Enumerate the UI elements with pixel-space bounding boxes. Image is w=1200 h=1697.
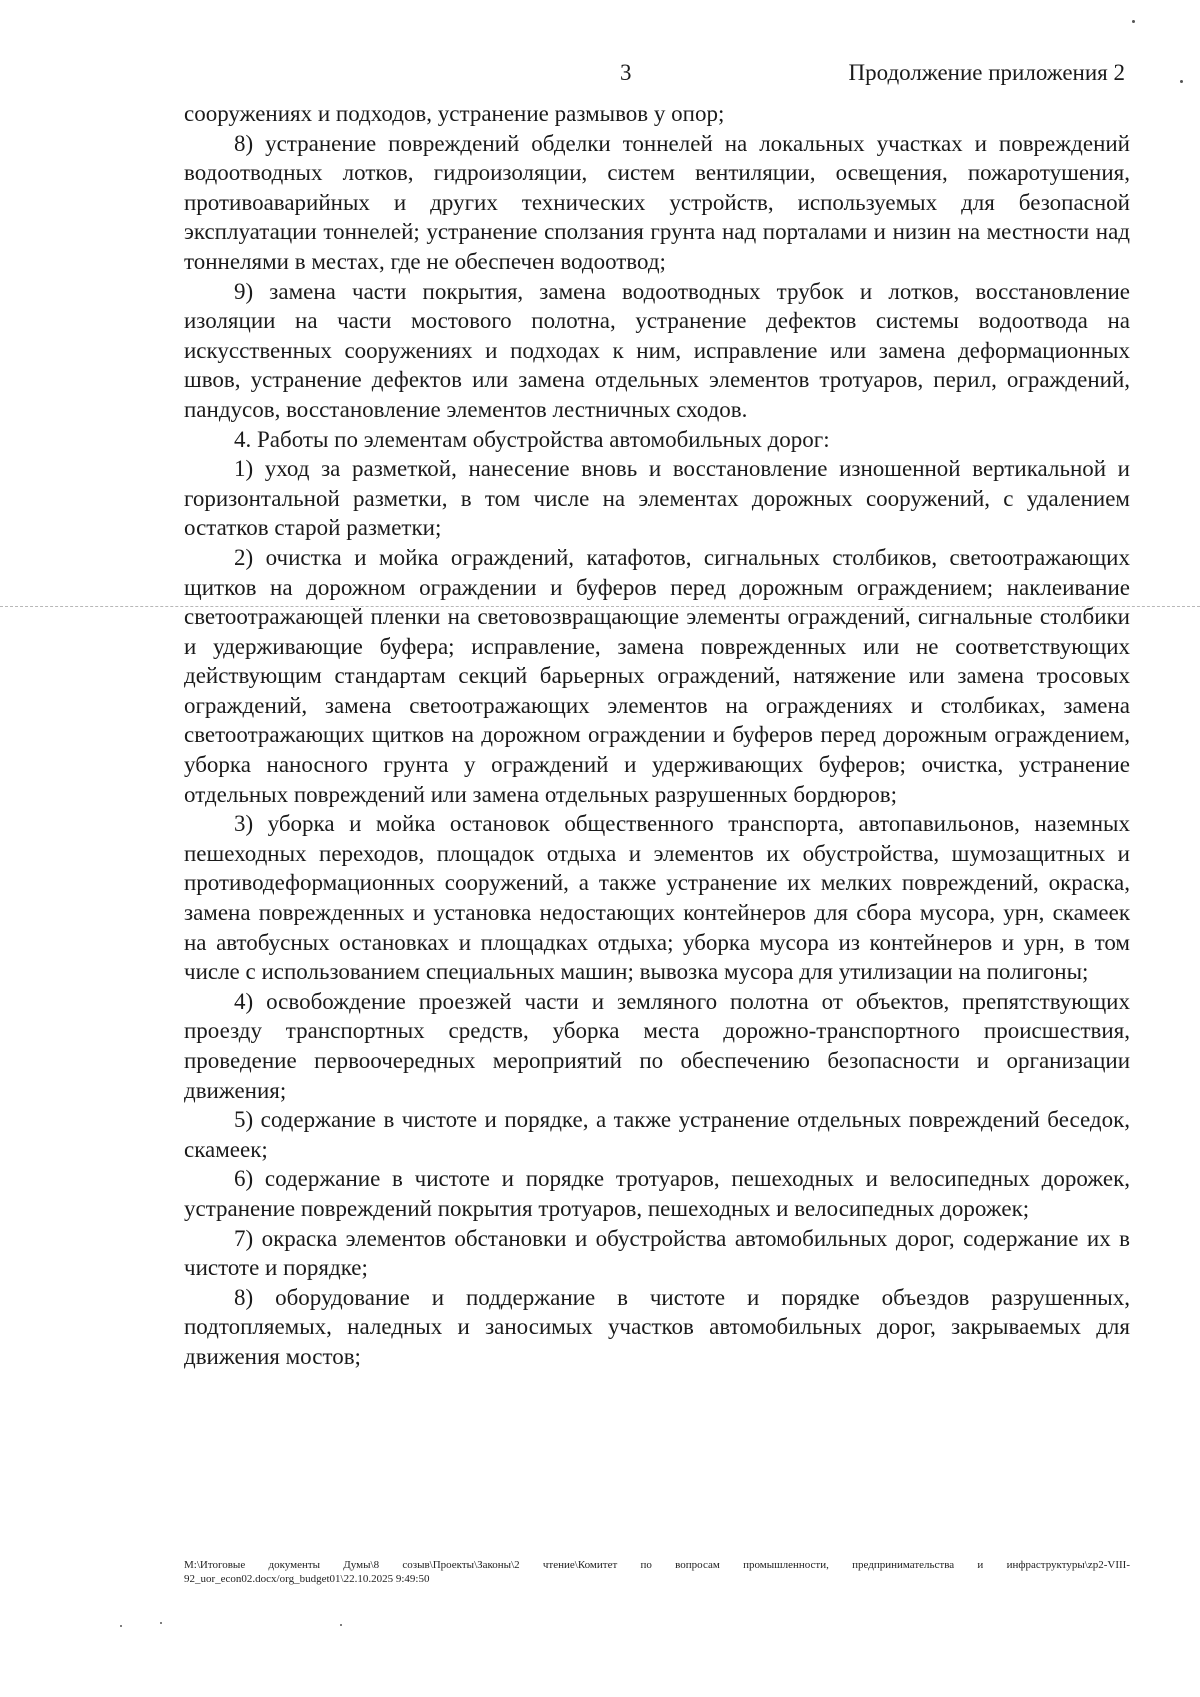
list-item-8-tunnels: 8) устранение повреждений обделки тоннелей на локальных участках и повреждений водоотводных лотков, гидроизоляции, систем вентиляции, освещения, пожаротушения, противоаварийных и других технических устройств, используемых для безопасной эксплуатации тоннелей; устранение сползания грунта над порталами и низин на местности над тоннелями в местах, где не обеспечен водоотвод; <box>184 130 1130 274</box>
list-item-3-bus-stops: 3) уборка и мойка остановок общественного транспорта, автопавильонов, наземных пешеходных переходов, площадок отдыха и элементов их обустройства, шумозащитных и противодеформационных сооружений, а также устранение их мелких повреждений, окраска, замена поврежденных и установка недостающих контейнеров для сбора мусора, урн, скамеек на автобусных остановках и площадках отдыха; уборка мусора из контейнеров и урн, в том числе с использованием специальных машин; вывозка мусора для утилизации на полигоны; <box>184 811 1130 985</box>
paragraph-continuation: сооружениях и подходов, устранение размывов у опор; <box>184 101 725 126</box>
list-item-1-markings: 1) уход за разметкой, нанесение вновь и восстановление изношенной вертикальной и горизонтальной разметки, в том числе на элементах дорожных сооружений, с удалением остатков старой разметки; <box>184 456 1130 541</box>
section-heading-4: 4. Работы по элементам обустройства автомобильных дорог: <box>234 426 830 452</box>
list-item-8-detours: 8) оборудование и поддержание в чистоте и порядке объездов разрушенных, подтопляемых, наледных и заносимых участков автомобильных дорог, закрываемых для движения мостов; <box>184 1284 1130 1369</box>
page-header <box>0 56 1200 90</box>
scan-speck <box>120 1625 122 1627</box>
list-item-9-bridge-deck: 9) замена части покрытия, замена водоотводных трубок и лотков, восстановление изоляции на части мостового полотна, устранение дефектов системы водоотвода на искусственных сооружениях и подходах к ним, исправление или замена деформационных швов, устранение дефектов или замена отдельных элементов тротуаров, перил, ограждений, пандусов, восстановление элементов лестничных сходов. <box>184 278 1130 422</box>
list-item-4-roadway-clearing: 4) освобождение проезжей части и земляного полотна от объектов, препятствующих проезду транспортных средств, уборка места дорожно-транспортного происшествия, проведение первоочередных мероприятий по обеспечению безопасности и организации движения; <box>184 988 1130 1103</box>
file-path-footer: M:\Итоговые документы Думы\8 созыв\Проекты\Законы\2 чтение\Комитет по вопросам промышленности, предпринимательства и инфраструктуры\zp2-VIII-92_uor_econ02.docx/org_budget01\22.10.2025 9:49:50 <box>184 1559 1130 1585</box>
scan-speck <box>340 1624 342 1626</box>
list-item-2-barriers: 2) очистка и мойка ограждений, катафотов, сигнальных столбиков, светоотражающих щитков на дорожном ограждении и буферов перед дорожным ограждением; наклеивание светоотражающей пленки на световозвращающие элементы ограждений, сигнальные столбики и удерживающие буфера; исправление, замена поврежденных или не соответствующих действующим стандартам секций барьерных ограждений, натяжение или замена тросовых ограждений, замена светоотражающих элементов на ограждениях и столбиках, замена светоотражающих щитков на дорожном ограждении и буферов перед дорожным ограждением, уборка наносного грунта у ограждений и удерживающих буферов; очистка, устранение отдельных повреждений или замена отдельных разрушенных бордюров; <box>184 544 1130 807</box>
scan-speck <box>160 1622 162 1624</box>
scan-speck <box>1180 80 1183 83</box>
list-item-5-gazebos: 5) содержание в чистоте и порядке, а также устранение отдельных повреждений беседок, скамеек; <box>184 1107 1130 1162</box>
list-item-6-sidewalks: 6) содержание в чистоте и порядке тротуаров, пешеходных и велосипедных дорожек, устранение повреждений покрытия тротуаров, пешеходных и велосипедных дорожек; <box>184 1166 1130 1221</box>
document-body <box>184 99 1130 1372</box>
scan-speck <box>1132 20 1135 23</box>
scan-fold-line <box>0 606 1200 607</box>
page-number: 3 <box>620 60 632 85</box>
appendix-continuation-label: Продолжение приложения 2 <box>848 60 1125 85</box>
list-item-7-painting: 7) окраска элементов обстановки и обустройства автомобильных дорог, содержание их в чистоте и порядке; <box>184 1225 1130 1281</box>
